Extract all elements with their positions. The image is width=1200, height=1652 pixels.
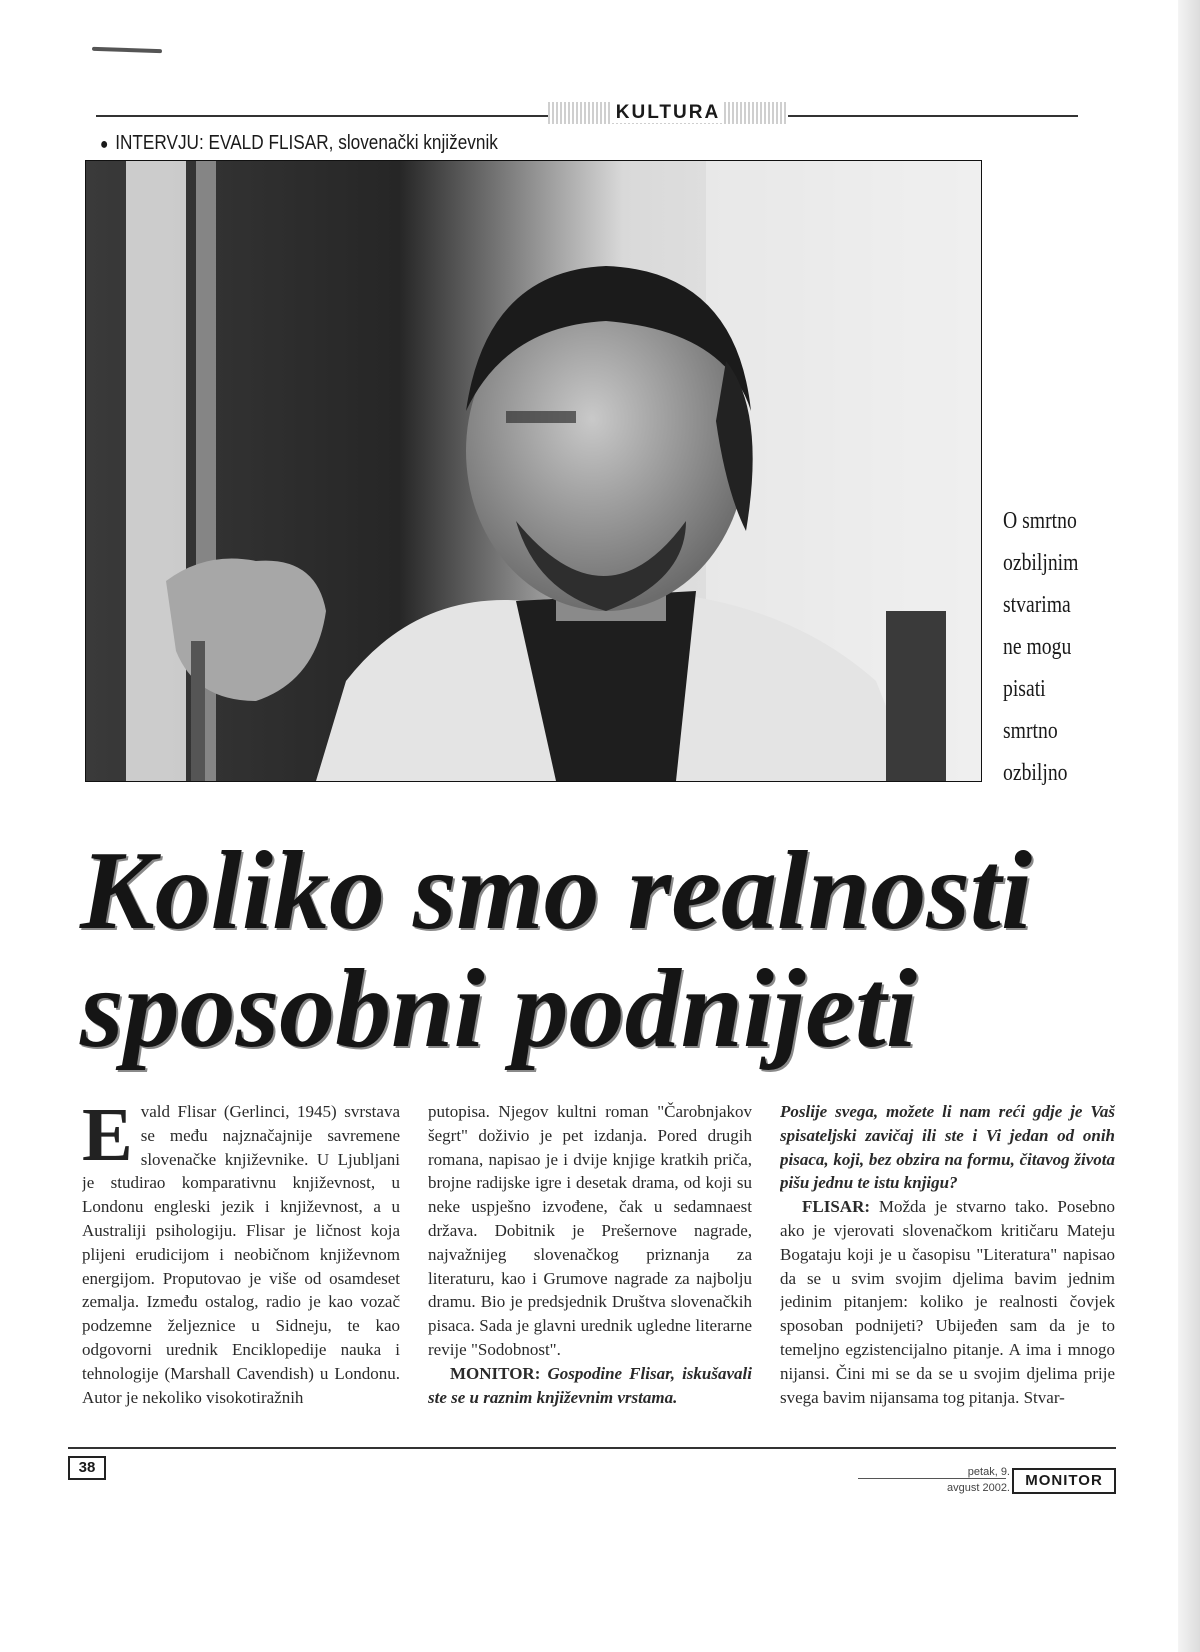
section-label [548,102,788,124]
pull-quote-line: stvarima [1003,592,1071,618]
bullet-icon: ● [100,136,109,153]
issue-date-line-2: avgust 2002. [947,1482,1010,1494]
footer-rule [68,1447,1116,1449]
issue-date [860,1464,1010,1496]
body-column-2 [428,1100,752,1450]
page-number: 38 [68,1456,106,1480]
pull-quote-line: ozbiljnim [1003,550,1079,576]
pull-quote-line: pisati [1003,676,1046,702]
interviewer-label: MONITOR: [450,1363,541,1383]
issue-date-line-1: petak, 9. [967,1466,1010,1478]
column-3-text: Možda je stvarno tako. Posebno ako je vjerovati slovenačkom kritičaru Mateju Bogataju koji je u časopisu "Literatura" napisao da se u svim svojim djelima bavim jednim jedinim pitanjem: koliko je realnosti čovjek sposoban podnijeti? Ubijeđen sam da je to temeljno egzistencijalno pitanje. A ima i mnogo nijansi. Čini mi se da se u svojim djelima prije svega bavim nijansama tog pitanja. Stvar- [780,1197,1115,1407]
pull-quote-line: smrtno [1003,718,1058,744]
section-rule-left [96,115,548,117]
body-column-3 [780,1100,1115,1450]
kicker-text: INTERVJU: EVALD FLISAR, slovenački književnik [115,132,498,154]
scan-mark [92,47,162,53]
pull-quote-line: ne mogu [1003,634,1072,660]
body-column-1 [82,1100,400,1450]
date-rule [858,1478,1006,1479]
pull-quote [1003,500,1101,794]
headline [80,829,1140,1071]
interviewee-label: FLISAR: [802,1197,871,1217]
interview-question: Poslije svega, možete li nam reći gdje je Vaš spisateljski zavičaj ili ste i Vi jedan od onih pisaca, koji, bez obzira na formu, čitavog života pišu jednu te istu knjigu? [780,1102,1115,1193]
pull-quote-line: O smrtno [1003,508,1077,534]
headline-line-2: sposobni podnijeti [80,947,918,1071]
section-rule-right [788,115,1078,117]
headline-line-1: Koliko smo realnosti [80,829,1033,953]
page-edge [1178,0,1200,1652]
drop-cap: E [82,1100,133,1177]
section-label-text: KULTURA [612,102,724,123]
column-2-text: putopisa. Njegov kultni roman "Čarobnjakov šegrt" doživio je pet izdanja. Pored drugih romana, napisao je i dvije knjige kratkih priča, brojne radijske igre i desetak drama, od koji su neke uspješno izvođene, čak u sedamnaest država. Dobitnik je Prešernove nagrade, najvažnijeg slovenačkog priznanja za literaturu, kao i Grumove nagrade za najbolju dramu. Bio je predsjednik Društva slovenačkih pisaca. Sada je glavni urednik ugledne literarne revije "Sodobnost". [428,1102,752,1359]
pull-quote-line: ozbiljno [1003,760,1068,786]
magazine-brand: MONITOR [1012,1468,1116,1494]
author-photo [85,160,982,782]
column-1-text: vald Flisar (Gerlinci, 1945) svrstava se među najznačajnije savremene slovenačke književnike. U Ljubljani je studirao komparativnu književnost, u Londonu engleski jezik i književnost, a u Australiji psihologiju. Flisar je ličnost koja plijeni erudicijom i neobičnom književnom energijom. Proputovao je više od osamdeset zemalja. Između ostalog, radio je kao vozač podzemne željeznice u Sidneju, te kao odgovorni urednik Enciklopedije nauka i tehnologije (Marshall Cavendish) u Londonu. Autor je nekoliko visokotiražnih [82,1102,400,1407]
kicker [100,132,498,155]
interview-question: Gospodine Flisar, iskušavali ste se u raznim književnim vrstama. [428,1363,752,1407]
